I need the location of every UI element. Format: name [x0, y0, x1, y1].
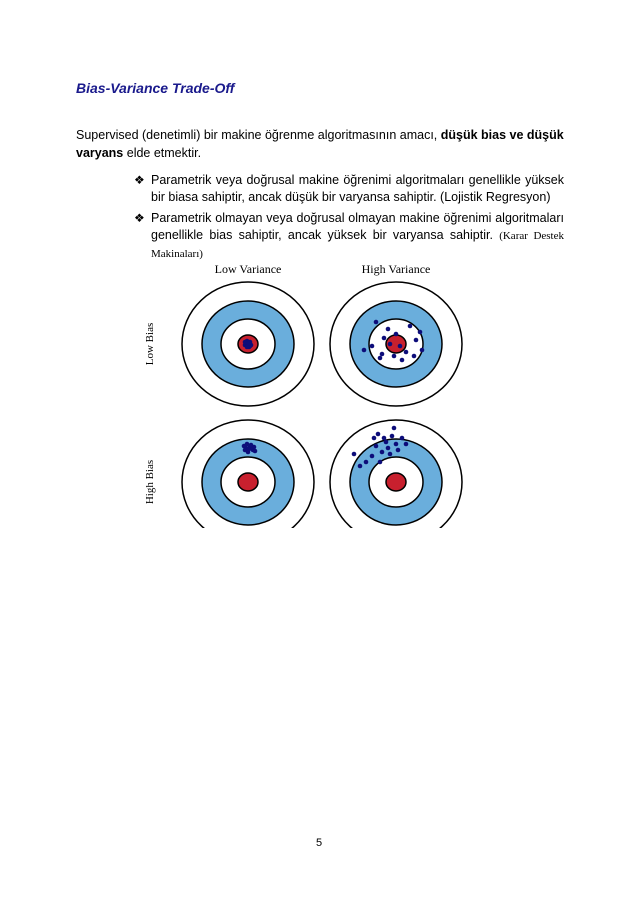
hit-point	[400, 358, 405, 363]
row-label-low-bias: Low Bias	[144, 322, 156, 366]
hit-point	[245, 442, 250, 447]
intro-paragraph	[76, 126, 566, 162]
hit-point	[384, 440, 389, 445]
hit-point	[380, 450, 385, 455]
hit-point	[396, 448, 401, 453]
hit-point	[420, 348, 425, 353]
hit-point	[394, 332, 399, 337]
hit-point	[398, 344, 403, 349]
page-number: 5	[315, 837, 323, 849]
intro-text-after: elde etmektir.	[123, 146, 202, 160]
target-high-bias-low-variance	[182, 420, 314, 528]
bullet-text: Parametrik veya doğrusal makine öğrenimi algoritmaları genellikle yüksek bir biasa sahiptir, ancak düşük bir varyansa sahiptir. (Lojistik Regresyon)	[151, 173, 564, 204]
target-high-bias-high-variance	[330, 420, 462, 528]
hit-point	[247, 447, 252, 452]
hit-point	[382, 336, 387, 341]
hit-point	[245, 345, 250, 350]
hit-point	[388, 342, 393, 347]
hit-point	[378, 460, 383, 465]
hit-point	[392, 426, 397, 431]
bullet-text	[151, 210, 564, 263]
column-label-low-variance: Low Variance	[214, 262, 282, 276]
bullseye	[386, 473, 406, 491]
hit-point	[390, 434, 395, 439]
hit-point	[378, 356, 383, 361]
diamond-bullet-icon: ❖	[134, 173, 145, 187]
hit-point	[372, 436, 377, 441]
hit-point	[400, 436, 405, 441]
bullet-text-main: Parametrik olmayan veya doğrusal olmayan makine öğrenimi algoritmaları genellikle bias sahiptir, ancak yüksek bir varyansa sahiptir.	[151, 211, 564, 242]
hit-point	[418, 330, 423, 335]
hit-point	[247, 341, 252, 346]
hit-point	[394, 442, 399, 447]
hit-point	[376, 432, 381, 437]
hit-point	[388, 452, 393, 457]
bullet-item-nonparametric	[134, 210, 564, 263]
hit-point	[370, 344, 375, 349]
hit-point	[364, 460, 369, 465]
hit-point	[404, 350, 409, 355]
hit-point	[392, 354, 397, 359]
targets-group	[182, 282, 462, 528]
hit-point	[408, 324, 413, 329]
hit-point	[243, 340, 248, 345]
hit-point	[362, 348, 367, 353]
column-label-high-variance: High Variance	[361, 262, 431, 276]
hit-point	[243, 448, 248, 453]
target-low-bias-low-variance	[182, 282, 314, 406]
hit-point	[358, 464, 363, 469]
bias-variance-figure	[128, 258, 478, 528]
hit-point	[374, 444, 379, 449]
hit-point	[386, 327, 391, 332]
hit-point	[374, 320, 379, 325]
hit-point	[404, 442, 409, 447]
section-heading: Bias-Variance Trade-Off	[76, 80, 235, 96]
hit-point	[249, 443, 254, 448]
intro-text-before: Supervised (denetimli) bir makine öğrenme algoritmasının amacı,	[76, 128, 441, 142]
hit-point	[352, 452, 357, 457]
intro-bold-text: düşük bias ve düşük varyans	[76, 128, 564, 160]
hit-point	[386, 446, 391, 451]
target-low-bias-high-variance	[330, 282, 462, 406]
hit-point	[380, 352, 385, 357]
bullet-item-parametric	[134, 172, 564, 206]
hit-point	[370, 454, 375, 459]
hit-point	[412, 354, 417, 359]
row-label-high-bias: High Bias	[144, 459, 156, 505]
bullet-note: (Karar Destek Makinaları)	[151, 230, 564, 260]
bullseye	[238, 473, 258, 491]
diamond-bullet-icon: ❖	[134, 211, 145, 225]
hit-point	[382, 436, 387, 441]
hit-point	[253, 449, 258, 454]
hit-point	[414, 338, 419, 343]
